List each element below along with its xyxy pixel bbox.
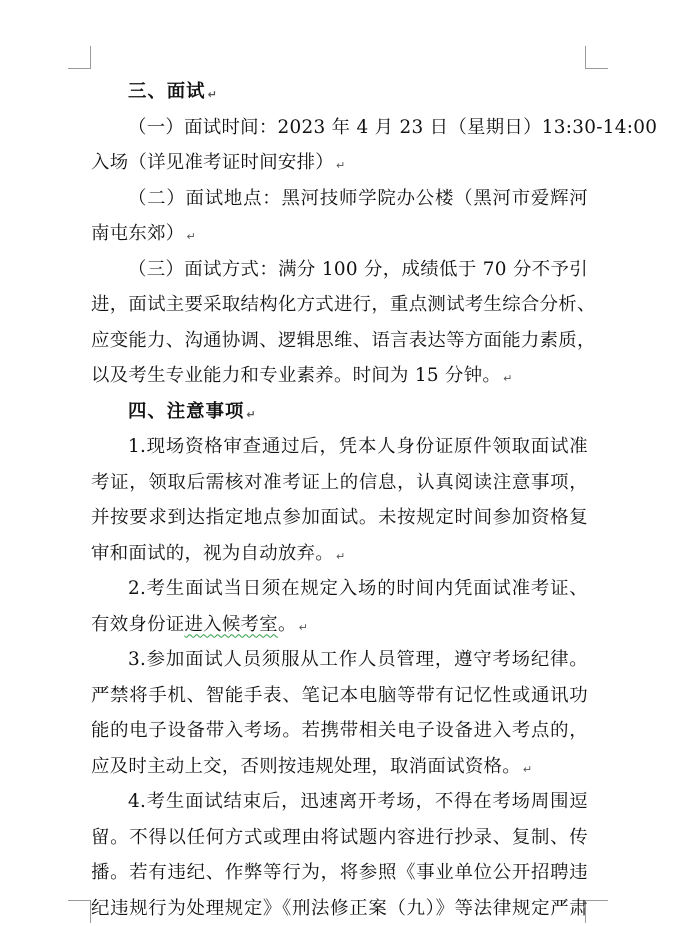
paragraph-line: 并按要求到达指定地点参加面试。未按规定时间参加资格复 [91, 500, 588, 536]
paragraph-line: 3.参加面试人员须服从工作人员管理，遵守考场纪律。 [91, 642, 588, 678]
paragraph-line: 有效身份证进入候考室。 ↵ [91, 607, 588, 643]
document-body[interactable] [91, 74, 588, 926]
paragraph-line: 南屯东郊） ↵ [91, 216, 588, 252]
paragraph-line: 进，面试主要采取结构化方式进行，重点测试考生综合分析、 [91, 287, 588, 323]
paragraph-mark: ↵ [186, 219, 196, 255]
section-heading-interview: 三、面试 ↵ [91, 74, 588, 110]
crop-mark-bottom-right [585, 900, 608, 923]
paragraph-line: 应变能力、沟通协调、逻辑思维、语言表达等方面能力素质， [91, 323, 588, 359]
paragraph-line: 能的电子设备带入考场。若携带相关电子设备进入考点的， [91, 713, 588, 749]
paragraph-mark: ↵ [503, 361, 513, 397]
paragraph-line: （一）面试时间：2023 年 4 月 23 日（星期日）13:30-14:00 [91, 110, 588, 146]
paragraph-line: 1.现场资格审查通过后，凭本人身份证原件领取面试准 [91, 429, 588, 465]
crop-mark-top-right [585, 46, 608, 69]
section-heading-notes: 四、注意事项 ↵ [91, 394, 588, 430]
paragraph-mark: ↵ [299, 610, 309, 646]
paragraph-line: （三）面试方式：满分 100 分，成绩低于 70 分不予引 [91, 252, 588, 288]
paragraph-mark: ↵ [336, 539, 346, 575]
paragraph-mark: ↵ [336, 148, 346, 184]
crop-mark-bottom-left [68, 900, 91, 923]
paragraph-line: 入场（详见准考证时间安排） ↵ [91, 145, 588, 181]
paragraph-mark: ↵ [523, 752, 533, 788]
paragraph-line: 留。不得以任何方式或理由将试题内容进行抄录、复制、传 [91, 820, 588, 856]
paragraph-mark: ↵ [246, 397, 256, 433]
paragraph-line: （二）面试地点：黑河技师学院办公楼（黑河市爱辉河 [91, 181, 588, 217]
crop-mark-top-left [68, 46, 91, 69]
grammar-flag[interactable]: 进入候考室 [184, 614, 277, 635]
paragraph-line: 4.考生面试结束后，迅速离开考场，不得在考场周围逗 [91, 784, 588, 820]
paragraph-line: 审和面试的，视为自动放弃。 ↵ [91, 536, 588, 572]
paragraph-line: 严禁将手机、智能手表、笔记本电脑等带有记忆性或通讯功 [91, 678, 588, 714]
paragraph-mark: ↵ [208, 77, 218, 113]
paragraph-line: 考证，领取后需核对准考证上的信息，认真阅读注意事项， [91, 465, 588, 501]
paragraph-line: 以及考生专业能力和专业素养。时间为 15 分钟。 ↵ [91, 358, 588, 394]
paragraph-line: 应及时主动上交，否则按违规处理，取消面试资格。 ↵ [91, 749, 588, 785]
paragraph-line: 播。若有违纪、作弊等行为，将参照《事业单位公开招聘违 [91, 855, 588, 891]
paragraph-line: 纪违规行为处理规定》《刑法修正案（九）》等法律规定严肃 [91, 891, 588, 926]
paragraph-line: 2.考生面试当日须在规定入场的时间内凭面试准考证、 [91, 571, 588, 607]
